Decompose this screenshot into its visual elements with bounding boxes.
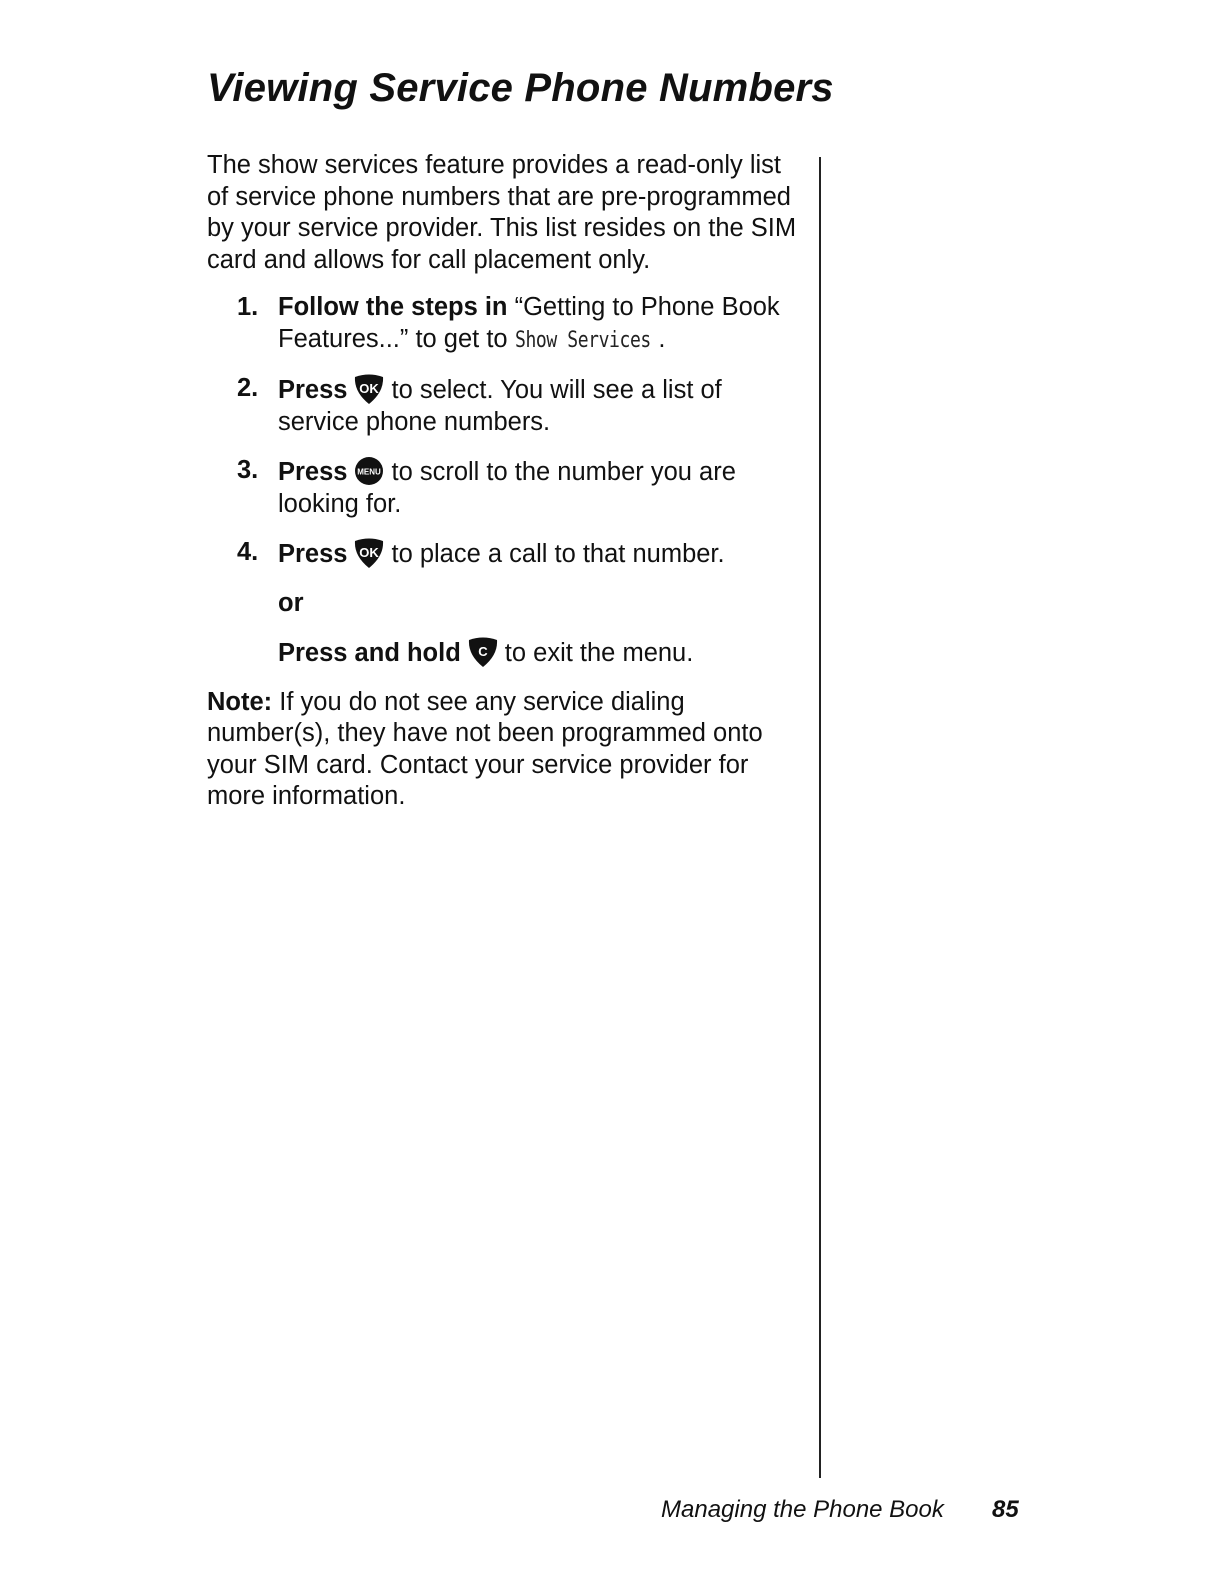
- step-text: to place a call to that number.: [391, 540, 725, 568]
- hold-instruction-bold: Press and hold: [278, 639, 461, 667]
- step-text: to select. You will see a list of service phone numbers.: [278, 376, 722, 436]
- step-4: [207, 537, 797, 571]
- ok-key-icon: [353, 537, 385, 569]
- step-text-end: .: [658, 324, 666, 353]
- step-number: 2.: [237, 374, 259, 402]
- footer-page-number: 85: [992, 1496, 1019, 1523]
- page-title: Viewing Service Phone Numbers: [207, 66, 834, 110]
- steps-list: [207, 292, 797, 571]
- ok-key-label: OK: [359, 545, 380, 560]
- step-number: 3.: [237, 456, 259, 484]
- ok-key-label: OK: [359, 381, 380, 396]
- step-instruction-bold: Press: [278, 458, 348, 486]
- clear-key-label: C: [478, 644, 488, 659]
- menu-key-label: MENU: [357, 467, 382, 477]
- main-content: [207, 150, 797, 813]
- step-1: [207, 292, 797, 356]
- clear-key-icon: [467, 636, 499, 668]
- menu-key-icon: [353, 455, 385, 487]
- step-number: 1.: [237, 293, 259, 321]
- ok-key-icon: [353, 373, 385, 405]
- intro-paragraph: The show services feature provides a read-only list of service phone numbers that are pre-programmed by your service provider. This list resides on the SIM card and allows for call placement only.: [207, 151, 797, 274]
- display-text-show-services: Show Services: [514, 327, 651, 353]
- note-label: Note:: [207, 687, 273, 716]
- note-text: If you do not see any service dialing number(s), they have not been programmed onto your SIM card. Contact your service provider for more information.: [207, 687, 763, 810]
- step-number: 4.: [237, 538, 259, 566]
- note-paragraph: [207, 687, 797, 813]
- step-2: [207, 373, 797, 438]
- column-divider: [819, 157, 821, 1478]
- footer-section-title: Managing the Phone Book: [661, 1496, 944, 1523]
- step-text: to scroll to the number you are looking for.: [278, 458, 736, 518]
- step-instruction-bold: Follow the steps in: [278, 293, 508, 321]
- or-separator: or: [278, 588, 304, 617]
- step-instruction-bold: Press: [278, 540, 348, 568]
- press-and-hold-line: [207, 636, 797, 670]
- step-text: “Getting to Phone Book Features...” to get to: [278, 293, 780, 353]
- step-instruction-bold: Press: [278, 376, 348, 404]
- hold-text: to exit the menu.: [504, 639, 694, 667]
- step-3: [207, 455, 797, 520]
